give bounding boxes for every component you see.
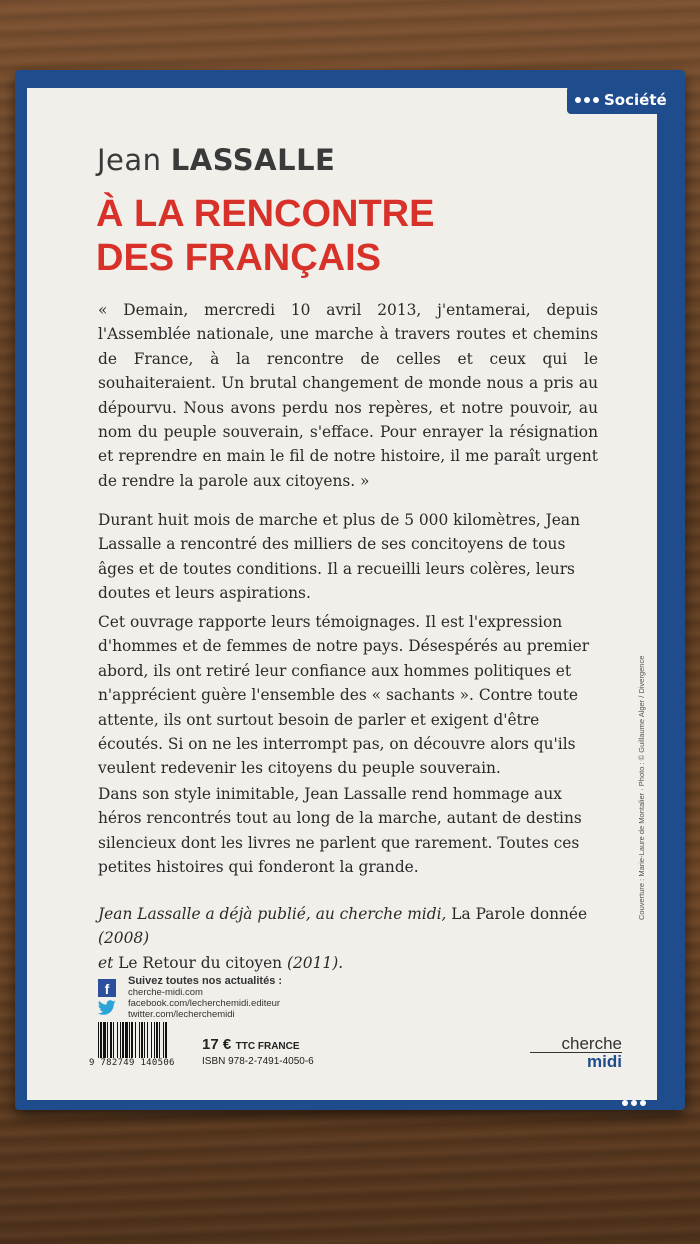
biblio-intro: Jean Lassalle a déjà publié, au cherche midi,	[98, 905, 447, 923]
barcode-bar	[120, 1022, 121, 1058]
barcode-bar	[135, 1022, 136, 1058]
barcode-number: 9 782749 140506	[89, 1058, 175, 1068]
body-paragraph-2: Cet ouvrage rapporte leurs témoignages. Il est l'expression d'hommes et de femmes de notre pays. Désespérés au premier abord, ils ont retiré leur confiance aux hommes politiques et n'apprécient guère l'ensemble des « sachants ». Contre toute attente, ils ont surtout besoin de parler et exigent d'être écoutés. Si on ne les interrompt pas, on découvre alors qu'ils veulent redevenir les citoyens du peuple souverain.	[98, 613, 590, 778]
bibliography-note	[98, 902, 598, 975]
barcode-bar	[100, 1022, 102, 1058]
dots-icon	[575, 97, 599, 103]
social-heading: Suivez toutes nos actualités :	[128, 975, 283, 987]
barcode-bar	[117, 1022, 118, 1058]
photo-credit	[637, 610, 649, 920]
barcode-bar	[139, 1022, 140, 1058]
facebook-link: facebook.com/lecherchemidi.editeur	[128, 998, 281, 1009]
barcode-bar	[103, 1022, 106, 1058]
barcode-bar	[125, 1022, 128, 1058]
body-paragraph-3: Dans son style inimitable, Jean Lassalle rend hommage aux héros rencontrés tout au long de la marche, autant de destins silencieux dont les livres ne parlent que rarement. Toutes ces petites histoires qui fonderont la grande.	[98, 785, 582, 877]
barcode-bar	[165, 1022, 167, 1058]
publisher-logo	[530, 1036, 622, 1071]
website-link: cherche-midi.com	[128, 987, 203, 998]
barcode-bar	[122, 1022, 124, 1058]
barcode-bar	[156, 1022, 158, 1058]
author-name	[97, 143, 335, 177]
biblio-book-1: La Parole donnée	[451, 905, 588, 923]
body-paragraph-1: Durant huit mois de marche et plus de 5 000 kilomètres, Jean Lassalle a rencontré des milliers de ses concitoyens de tous âges et de toutes conditions. Il a recueilli leurs colères, leurs doutes et leurs aspirations.	[98, 511, 580, 603]
title-line-2: DES FRANÇAIS	[96, 237, 382, 279]
photo-credit-text: Couverture : Marie-Laure de Montalier · Photo : © Guillaume Alger / Divergence	[637, 655, 646, 920]
barcode	[96, 1022, 196, 1058]
barcode-bar	[147, 1022, 148, 1058]
biblio-year-2: (2011).	[287, 953, 344, 972]
biblio-book-2: Le Retour du citoyen	[118, 953, 283, 972]
category-label: Société	[604, 91, 667, 109]
barcode-bar	[129, 1022, 130, 1058]
book-title	[96, 192, 434, 280]
quote-paragraph: « Demain, mercredi 10 avril 2013, j'entamerai, depuis l'Assemblée nationale, une marche à travers routes et chemins de France, à la rencontre de celles et ceux qui le souhaiteraient. Un brutal changement de monde nous a pris au dépourvu. Nous avons perdu nos repères, et notre pouvoir, au nom du peuple souverain, s'efface. Pour enrayer la résignation et reprendre en main le fil de notre histoire, il me paraît urgent de rendre la parole aux citoyens. »	[98, 301, 598, 490]
price-label: TTC FRANCE	[235, 1041, 300, 1052]
publisher-logo-line-2: midi	[587, 1052, 622, 1071]
category-tag	[567, 86, 679, 114]
barcode-bar	[107, 1022, 108, 1058]
barcode-bar	[110, 1022, 112, 1058]
title-line-1: À LA RENCONTRE	[96, 193, 435, 235]
barcode-bar	[163, 1022, 164, 1058]
facebook-icon: f	[98, 979, 116, 997]
barcode-bar	[141, 1022, 143, 1058]
biblio-and: et	[98, 953, 114, 972]
author-first-name: Jean	[97, 143, 162, 177]
barcode-bar	[144, 1022, 145, 1058]
price-amount: 17 €	[202, 1036, 232, 1053]
twitter-link: twitter.com/lecherchemidi	[128, 1009, 235, 1020]
isbn: ISBN 978-2-7491-4050-6	[202, 1056, 314, 1067]
biblio-year-1: (2008)	[98, 929, 150, 948]
barcode-bar	[151, 1022, 152, 1058]
price	[202, 1036, 300, 1054]
author-last-name: LASSALLE	[170, 143, 336, 177]
barcode-bar	[154, 1022, 155, 1058]
barcode-bar	[113, 1022, 114, 1058]
social-links	[98, 976, 282, 1020]
barcode-bar	[98, 1022, 99, 1058]
barcode-bar	[159, 1022, 160, 1058]
corner-dots-icon	[622, 1100, 646, 1106]
publisher-logo-line-1: cherche	[530, 1036, 622, 1053]
barcode-bar	[131, 1022, 133, 1058]
